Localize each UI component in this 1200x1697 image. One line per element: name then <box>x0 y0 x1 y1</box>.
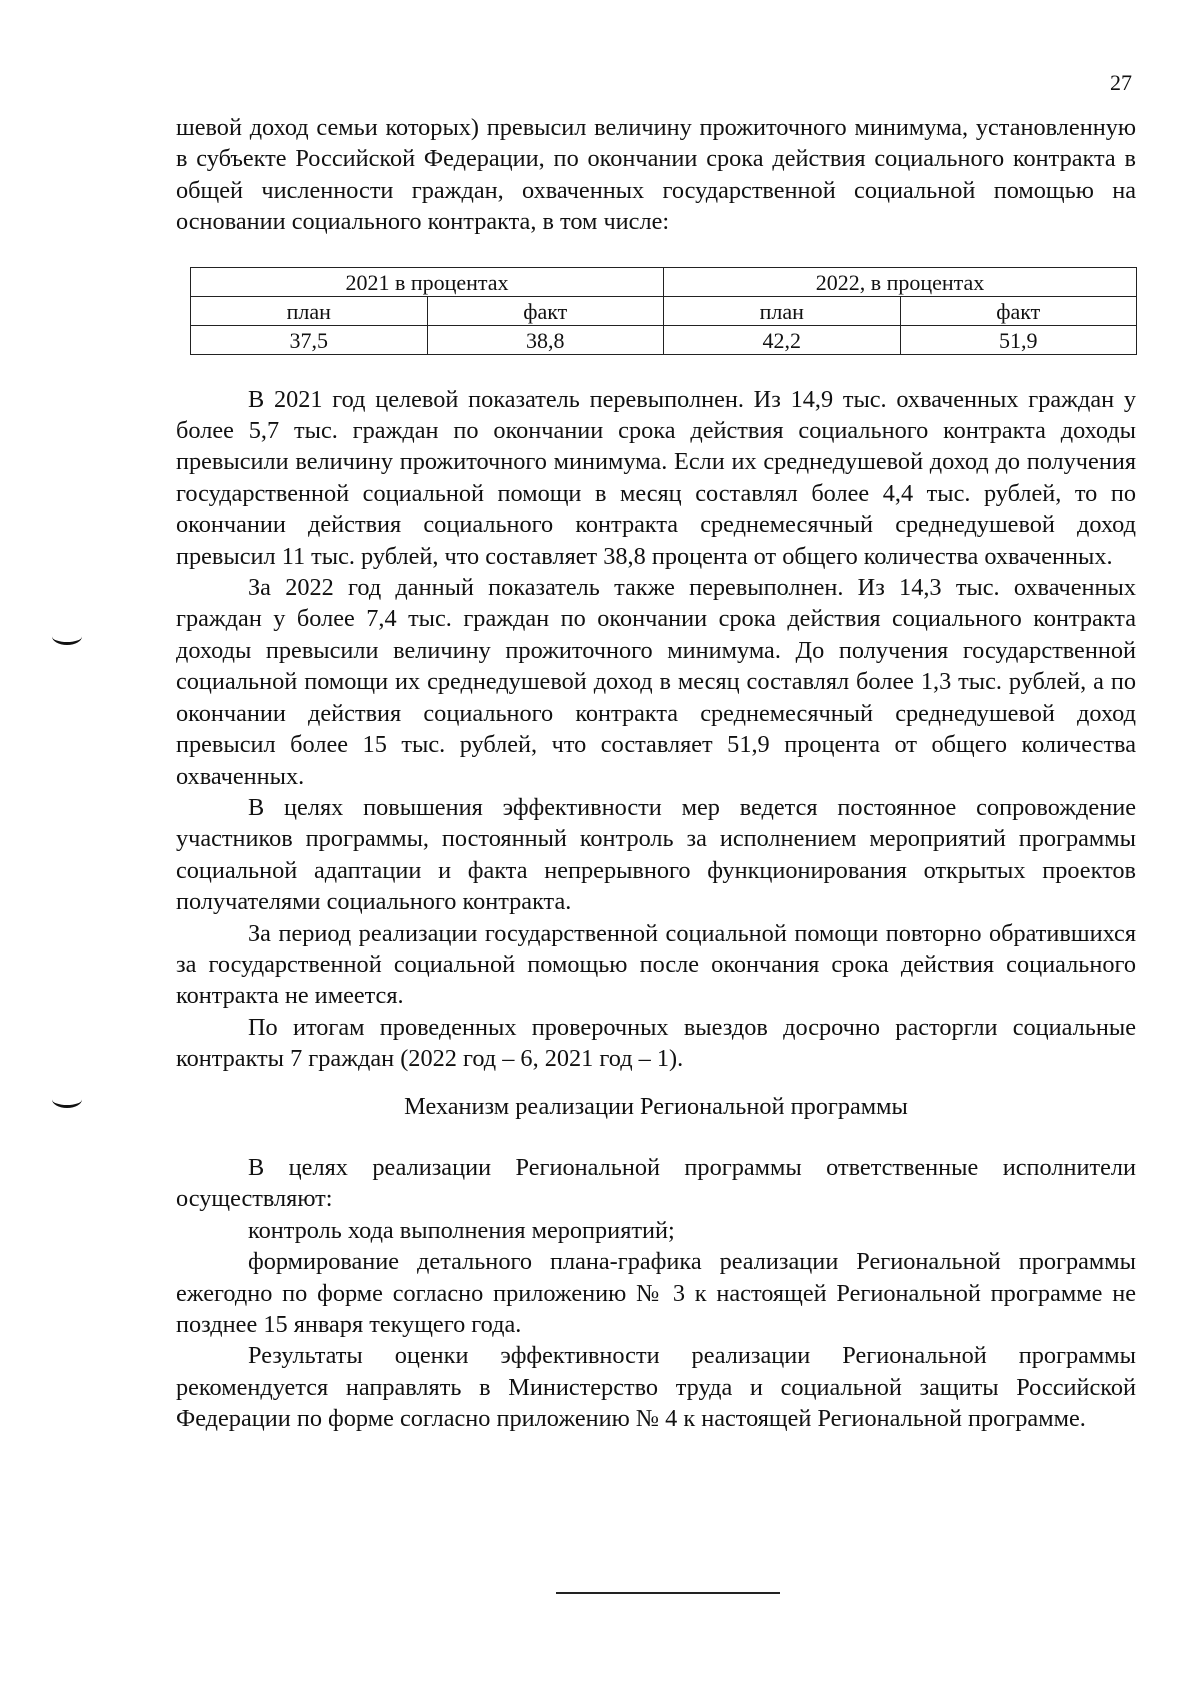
scan-mark <box>52 1091 82 1108</box>
section-list-item: контроль хода выполнения мероприятий; <box>248 1216 675 1244</box>
table-subheader-row <box>191 296 1137 325</box>
table-row <box>191 325 1137 354</box>
table-header-2021: 2021 в процентах <box>191 267 664 296</box>
intro-paragraph: шевой доход семьи которых) превысил величину прожиточного минимума, установленную в субъекте Российской Федерации, по окончании срока действия социального контракта в общей численности граждан, охваченных государственной социальной помощью на основании социального контракта, в том числе: <box>176 114 1136 236</box>
paragraph-support: В целях повышения эффективности мер ведется постоянное сопровождение участников программы, постоянный контроль за исполнением мероприятий программы социальной адаптации и факта непрерывного функционирования открытых проектов получателями социального контракта. <box>176 793 1136 916</box>
scan-mark <box>52 628 82 645</box>
table-cell-fact-2022: 51,9 <box>900 325 1137 354</box>
table-header-2022: 2022, в процентах <box>664 267 1137 296</box>
section-paragraph: Результаты оценки эффективности реализации Региональной программы рекомендуется направлять в Министерство труда и социальной защиты Российской Федерации по форме согласно приложению № 4 к настоящей Региональной программе. <box>176 1342 1136 1433</box>
table-subheader-fact-2022: факт <box>900 296 1137 325</box>
section-list-item: формирование детального плана-графика реализации Региональной программы ежегодно по форме согласно приложению № 3 к настоящей Региональной программе не позднее 15 января текущего года. <box>176 1248 1136 1338</box>
table-cell-fact-2021: 38,8 <box>427 325 664 354</box>
table-subheader-fact-2021: факт <box>427 296 664 325</box>
section-paragraph: В целях реализации Региональной программы ответственные исполнители осуществляют: <box>176 1153 1136 1213</box>
paragraph-terminations: По итогам проведенных проверочных выездов досрочно расторгли социальные контракты 7 граждан (2022 год – 6, 2021 год – 1). <box>176 1013 1136 1073</box>
end-divider <box>556 1592 780 1594</box>
paragraph-2022-result: За 2022 год данный показатель также перевыполнен. Из 14,3 тыс. охваченных граждан у более 7,4 тыс. граждан по окончании срока действия социального контракта доходы превысили величину прожиточного минимума. До получения государственной социальной помощи их среднедушевой доход в месяц составлял более 1,3 тыс. рублей, а по окончании действия социального контракта среднемесячный среднедушевой доход превысил более 15 тыс. рублей, что составляет 51,9 процента от общего количества охваченных. <box>176 574 1136 790</box>
page-number: 27 <box>1110 70 1132 95</box>
table-cell-plan-2022: 42,2 <box>664 325 901 354</box>
paragraph-2021-result: В 2021 год целевой показатель перевыполнен. Из 14,9 тыс. охваченных граждан у более 5,7 тыс. граждан по окончании срока действия социального контракта доходы превысили величину прожиточного минимума. Если их среднедушевой доход до получения государственной социальной помощи в месяц составлял более 4,4 тыс. рублей, то по окончании действия социального контракта среднемесячный среднедушевой доход превысил 11 тыс. рублей, что составляет 38,8 процента от общего количества охваченных. <box>176 385 1136 570</box>
section-title: Механизм реализации Региональной программы <box>404 1092 908 1120</box>
indicator-table <box>190 267 1137 355</box>
table-cell-plan-2021: 37,5 <box>191 325 428 354</box>
document-body <box>176 112 1136 1435</box>
table-header-row <box>191 267 1137 296</box>
paragraph-repeat-requests: За период реализации государственной социальной помощи повторно обратившихся за государственной социальной помощью после окончания срока действия социального контракта не имеется. <box>176 919 1136 1010</box>
table-subheader-plan-2022: план <box>664 296 901 325</box>
table-subheader-plan-2021: план <box>191 296 428 325</box>
